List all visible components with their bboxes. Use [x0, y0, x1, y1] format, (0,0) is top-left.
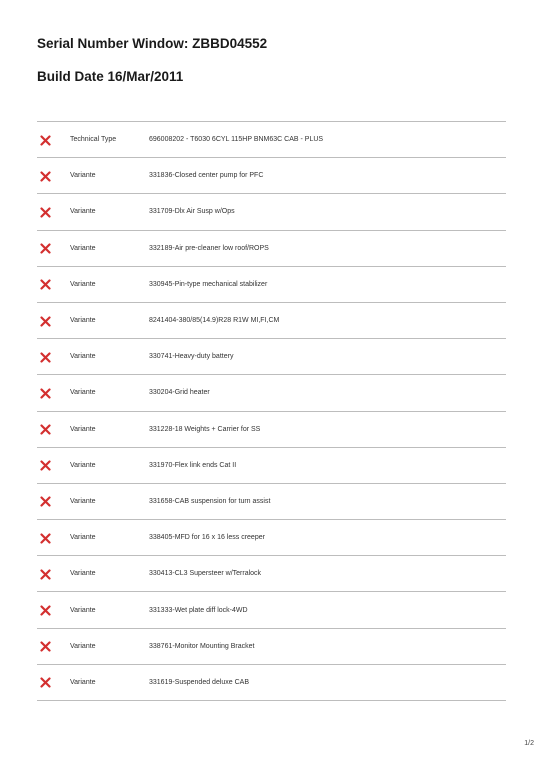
close-icon — [40, 605, 51, 616]
table-row — [37, 556, 506, 592]
row-value: 331619-Suspended deluxe CAB — [149, 678, 250, 686]
close-icon — [40, 316, 51, 327]
page-number: 1/2 — [524, 740, 534, 747]
row-value: 330945-Pin-type mechanical stabilizer — [149, 280, 268, 288]
table-row — [37, 158, 506, 194]
table-row — [37, 194, 506, 230]
table-row — [37, 629, 506, 665]
row-label: Variante — [70, 244, 96, 252]
close-icon — [40, 424, 51, 435]
close-icon — [40, 243, 51, 254]
build-date-title: Build Date 16/Mar/2011 — [37, 69, 184, 84]
table-row — [37, 122, 506, 158]
row-value: 332189-Air pre-cleaner low roof/ROPS — [149, 244, 269, 252]
row-value: 338405-MFD for 16 x 16 less creeper — [149, 534, 265, 542]
close-icon — [40, 569, 51, 580]
table-row — [37, 303, 506, 339]
close-icon — [40, 533, 51, 544]
row-value: 331836-Closed center pump for PFC — [149, 172, 264, 180]
table-row — [37, 412, 506, 448]
close-icon — [40, 460, 51, 471]
close-icon — [40, 171, 51, 182]
table-row — [37, 484, 506, 520]
row-label: Variante — [70, 497, 96, 505]
row-value: 331333-Wet plate diff lock-4WD — [149, 606, 248, 614]
row-value: 338761-Monitor Mounting Bracket — [149, 642, 255, 650]
close-icon — [40, 677, 51, 688]
row-value: 8241404-380/85(14.9)R28 R1W MI,FI,CM — [149, 317, 280, 325]
table-row — [37, 592, 506, 628]
row-value: 331228-18 Weights + Carrier for SS — [149, 425, 261, 433]
row-label: Variante — [70, 425, 96, 433]
table-row — [37, 448, 506, 484]
table-row — [37, 520, 506, 556]
row-label: Variante — [70, 208, 96, 216]
row-value: 330741-Heavy-duty battery — [149, 353, 234, 361]
close-icon — [40, 641, 51, 652]
row-value: 696008202 - T6030 6CYL 115HP BNM63C CAB - PLUS — [149, 136, 324, 144]
close-icon — [40, 388, 51, 399]
row-label: Variante — [70, 642, 96, 650]
table-row — [37, 267, 506, 303]
row-label: Variante — [70, 389, 96, 397]
row-value: 330204-Grid heater — [149, 389, 210, 397]
serial-number-title: Serial Number Window: ZBBD04552 — [37, 36, 268, 51]
variant-table — [37, 121, 506, 701]
row-label: Variante — [70, 570, 96, 578]
close-icon — [40, 352, 51, 363]
row-label: Variante — [70, 678, 96, 686]
row-label: Variante — [70, 353, 96, 361]
table-row — [37, 665, 506, 701]
row-label: Variante — [70, 317, 96, 325]
row-label: Variante — [70, 606, 96, 614]
row-label: Variante — [70, 534, 96, 542]
row-value: 330413-CL3 Supersteer w/Terralock — [149, 570, 262, 578]
row-value: 331709-Dlx Air Susp w/Ops — [149, 208, 235, 216]
row-value: 331970-Flex link ends Cat II — [149, 461, 237, 469]
table-row — [37, 375, 506, 411]
close-icon — [40, 496, 51, 507]
row-label: Variante — [70, 461, 96, 469]
row-label: Variante — [70, 280, 96, 288]
row-value: 331658-CAB suspension for turn assist — [149, 497, 271, 505]
close-icon — [40, 207, 51, 218]
close-icon — [40, 279, 51, 290]
close-icon — [40, 135, 51, 146]
table-row — [37, 231, 506, 267]
table-row — [37, 339, 506, 375]
row-label: Technical Type — [70, 136, 117, 144]
row-label: Variante — [70, 172, 96, 180]
